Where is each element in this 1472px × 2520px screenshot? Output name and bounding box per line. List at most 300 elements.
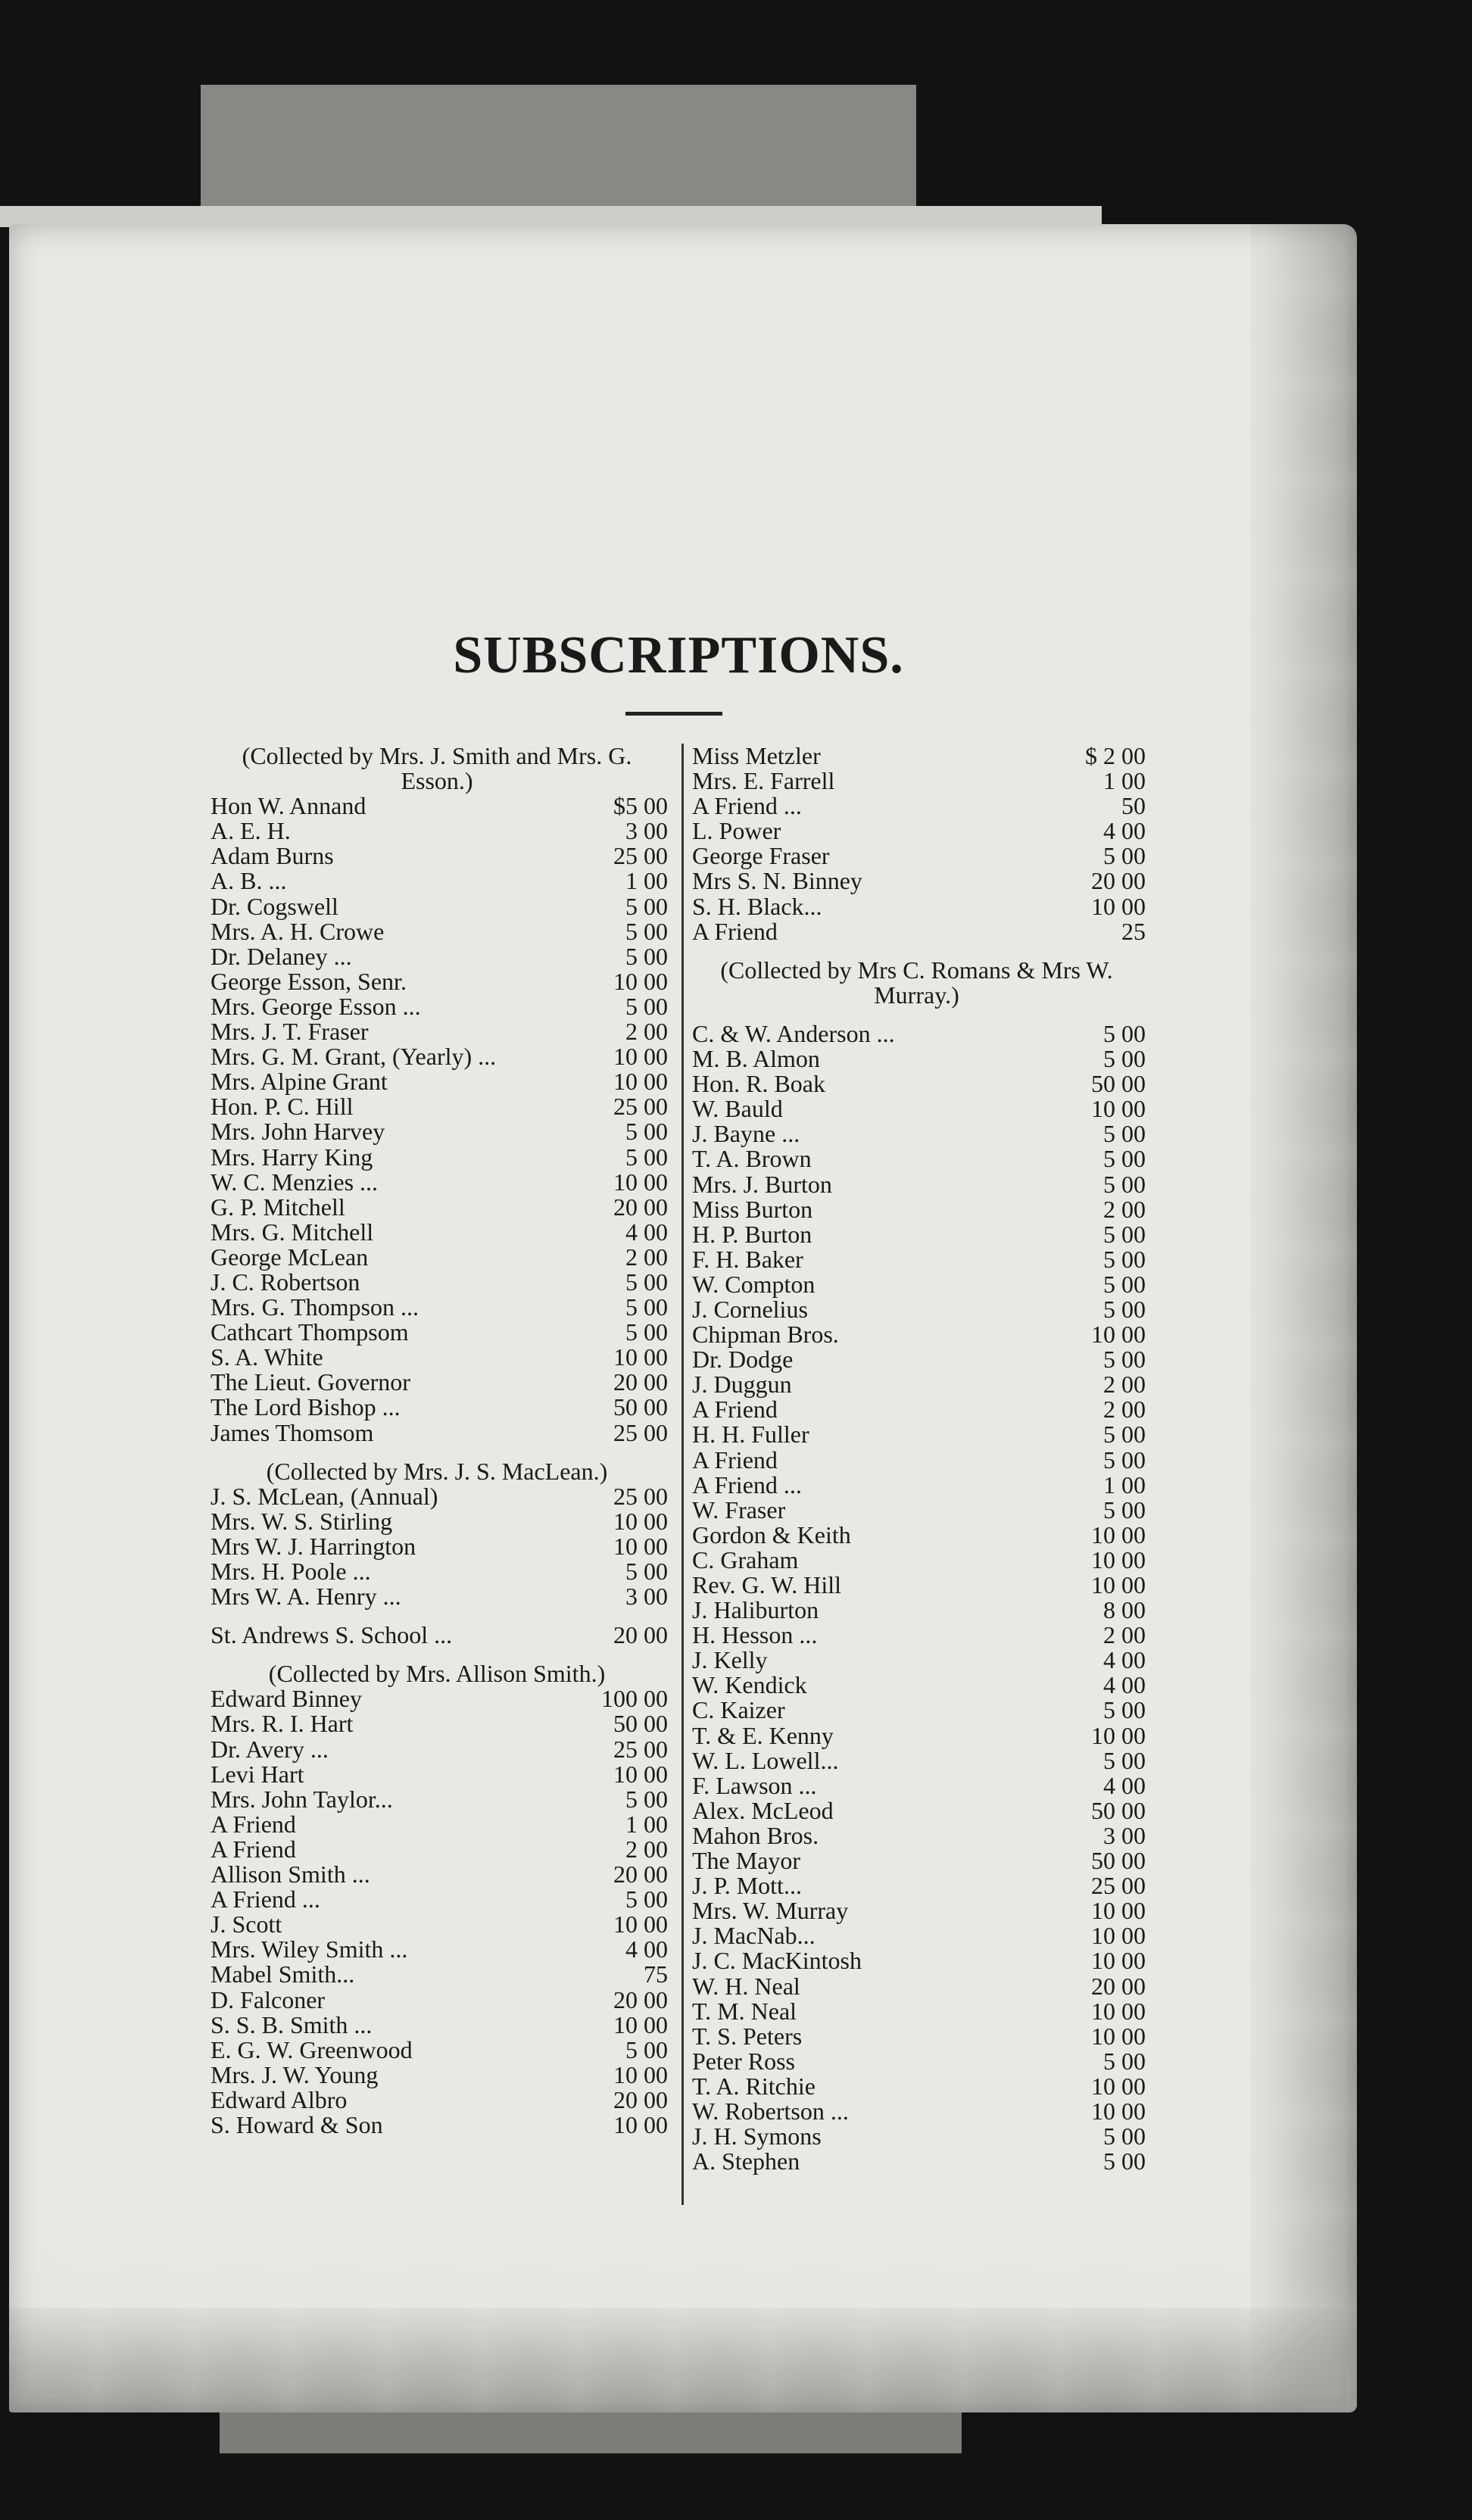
subscription-row <box>688 1999 1146 2024</box>
subscriber-name: Miss Metzler <box>692 742 821 769</box>
subscription-row <box>206 1762 668 1787</box>
subscription-amount: 3 00 <box>625 817 668 845</box>
collector-heading: (Collected by Mrs C. Romans & Mrs W. Murray.) <box>720 956 1113 1009</box>
subscription-row <box>206 1623 668 1648</box>
subscriber-name: Mrs. W. S. Stirling <box>211 1507 393 1535</box>
subscription-row <box>206 1370 668 1395</box>
subscriber-name: W. Bauld <box>692 1095 783 1123</box>
section-gap <box>206 1446 668 1459</box>
subscription-amount: 5 00 <box>1103 1019 1146 1047</box>
subscriber-name: J. Bayne ... <box>692 1120 800 1148</box>
subscription-row <box>688 1422 1146 1447</box>
subscription-amount: 10 00 <box>1091 1922 1146 1950</box>
subscription-amount: 10 00 <box>613 1343 668 1371</box>
subscription-amount: 5 00 <box>625 2035 668 2063</box>
subscription-amount: 10 00 <box>1091 2097 1146 2125</box>
subscription-amount: 20 00 <box>613 1860 668 1888</box>
subscription-amount: 5 00 <box>625 1558 668 1585</box>
subscription-amount: 50 <box>1121 792 1146 820</box>
subscriber-name: A Friend <box>211 1835 296 1863</box>
subscription-row <box>206 1170 668 1195</box>
subscription-amount: 25 00 <box>613 1482 668 1510</box>
subscription-row <box>688 1146 1146 1171</box>
subscriber-name: S. S. B. Smith ... <box>211 2010 373 2038</box>
subscriber-name: T. A. Ritchie <box>692 2072 816 2100</box>
subscription-row <box>688 1172 1146 1197</box>
subscription-row <box>206 1962 668 1987</box>
subscription-row <box>206 1534 668 1559</box>
subscription-amount: 10 00 <box>613 967 668 995</box>
title-underline <box>625 712 722 716</box>
subscription-row <box>688 1297 1146 1322</box>
subscription-row <box>688 1948 1146 1973</box>
subscriber-name: F. H. Baker <box>692 1245 803 1273</box>
subscriber-name: J. Duggun <box>692 1371 792 1399</box>
subscriber-name: J. MacNab... <box>692 1922 816 1950</box>
subscriber-name: Mrs. G. M. Grant, (Yearly) ... <box>211 1043 497 1071</box>
subscriber-name: The Lord Bishop ... <box>211 1393 401 1421</box>
subscription-row <box>206 1195 668 1220</box>
subscription-amount: 25 00 <box>613 842 668 870</box>
subscription-row <box>688 1873 1146 1898</box>
subscriber-name: Mrs. G. Mitchell <box>211 1218 374 1246</box>
subscription-amount: 10 00 <box>1091 1095 1146 1123</box>
subscription-amount: 4 00 <box>1103 1671 1146 1699</box>
subscription-row <box>206 1711 668 1736</box>
subscription-amount: 20 00 <box>1091 867 1146 895</box>
subscriber-name: St. Andrews S. School ... <box>211 1621 453 1649</box>
subscription-amount: 5 00 <box>625 1318 668 1346</box>
subscription-row <box>206 1019 668 1044</box>
subscriber-name: W. C. Menzies ... <box>211 1168 379 1196</box>
subscription-amount: 1 00 <box>625 1810 668 1838</box>
subscriber-name: T. M. Neal <box>692 1997 797 2025</box>
subscription-row <box>206 1509 668 1534</box>
subscription-amount: 50 00 <box>613 1710 668 1738</box>
subscriber-name: J. P. Mott... <box>692 1872 802 1900</box>
subscription-amount: 10 00 <box>613 1910 668 1938</box>
subscription-row <box>206 1812 668 1837</box>
subscriber-name: The Lieut. Governor <box>211 1368 410 1396</box>
subscription-row <box>688 2074 1146 2099</box>
subscription-amount: 25 00 <box>1091 1872 1146 1900</box>
subscriber-name: Mrs. John Harvey <box>211 1118 385 1146</box>
subscription-row <box>206 1245 668 1270</box>
subscriber-name: W. H. Neal <box>692 1972 800 2000</box>
subscription-amount: 8 00 <box>1103 1596 1146 1624</box>
subscription-row <box>206 944 668 969</box>
subscriber-name: Mrs. George Esson ... <box>211 992 421 1020</box>
subscription-row <box>688 1347 1146 1372</box>
subscription-row <box>688 1923 1146 1948</box>
subscription-row <box>688 1272 1146 1297</box>
subscription-row <box>688 894 1146 919</box>
subscription-row <box>688 1698 1146 1723</box>
subscription-amount: 2 00 <box>625 1243 668 1271</box>
subscription-amount: 20 00 <box>613 1368 668 1396</box>
subscriber-name: Gordon & Keith <box>692 1520 851 1548</box>
subscription-amount: 5 00 <box>1103 1746 1146 1774</box>
subscription-amount: 5 00 <box>625 942 668 970</box>
subscription-amount: 4 00 <box>1103 817 1146 845</box>
subscription-row <box>688 1046 1146 1071</box>
subscriber-name: Mrs. G. Thompson ... <box>211 1293 419 1321</box>
subscription-row <box>688 1372 1146 1397</box>
subscriber-name: Mrs. A. H. Crowe <box>211 917 385 945</box>
subscription-row <box>206 1787 668 1812</box>
subscriber-name: J. Haliburton <box>692 1596 819 1624</box>
subscription-row <box>206 2110 668 2138</box>
subscription-amount: 25 00 <box>613 1093 668 1121</box>
subscription-amount: 100 00 <box>601 1685 668 1713</box>
subscriber-name: Mabel Smith... <box>211 1960 355 1988</box>
subscription-amount: $ 2 00 <box>1085 742 1146 769</box>
subscription-amount: 4 00 <box>625 1935 668 1963</box>
collector-heading: (Collected by Mrs. J. Smith and Mrs. G. Esson.) <box>242 742 632 795</box>
subscriber-name: W. L. Lowell... <box>692 1746 839 1774</box>
subscriber-name: C. & W. Anderson ... <box>692 1019 895 1047</box>
subscription-row <box>206 1686 668 1711</box>
subscription-row <box>688 1495 1146 1524</box>
subscriber-name: T. A. Brown <box>692 1145 812 1173</box>
subscriber-name: T. S. Peters <box>692 2022 803 2050</box>
subscription-row <box>206 1145 668 1170</box>
subscription-row <box>206 2060 668 2088</box>
subscription-amount: 5 00 <box>625 992 668 1020</box>
subscription-row <box>688 1748 1146 1773</box>
subscription-amount: 5 00 <box>625 1885 668 1913</box>
subscriber-name: L. Power <box>692 817 781 845</box>
subscription-row <box>688 1798 1146 1823</box>
subscriber-name: Dr. Cogswell <box>211 892 338 920</box>
subscription-row <box>206 1912 668 1937</box>
subscription-row <box>688 1222 1146 1247</box>
subscription-amount: 20 00 <box>613 1621 668 1649</box>
subscription-amount: 5 00 <box>1103 1446 1146 1474</box>
subscription-row <box>206 844 668 869</box>
collector-heading: (Collected by Mrs. J. S. MacLean.) <box>266 1457 608 1485</box>
subscription-amount: 5 00 <box>625 1143 668 1171</box>
subscriber-name: Cathcart Thompsom <box>211 1318 409 1346</box>
subscriber-name: Mrs. J. W. Young <box>211 2060 379 2088</box>
left-column <box>206 744 668 2138</box>
subscription-row <box>688 794 1146 819</box>
subscription-amount: 50 00 <box>1091 1796 1146 1824</box>
subscription-amount: 5 00 <box>1103 1145 1146 1173</box>
subscriber-name: J. C. MacKintosh <box>692 1947 862 1975</box>
subscription-amount: 50 00 <box>1091 1847 1146 1875</box>
subscription-row <box>688 1573 1146 1598</box>
subscription-row <box>206 1862 668 1887</box>
subscription-amount: 75 <box>644 1960 668 1988</box>
subscriber-name: The Mayor <box>692 1847 801 1875</box>
subscription-row <box>206 1270 668 1295</box>
subscriber-name: Chipman Bros. <box>692 1321 839 1349</box>
subscriber-name: Mrs W. A. Henry ... <box>211 1583 401 1611</box>
subscriber-name: Hon. R. Boak <box>692 1070 825 1098</box>
subscriber-name: D. Falconer <box>211 1985 326 2013</box>
subscription-row <box>688 2149 1146 2174</box>
subscriber-name: S. Howard & Son <box>211 2110 383 2138</box>
subscriber-name: Mrs. Alpine Grant <box>211 1068 388 1096</box>
subscription-row <box>688 1322 1146 1347</box>
subscription-row <box>688 1723 1146 1748</box>
subscriber-name: A Friend ... <box>692 792 802 820</box>
subscription-row <box>688 1648 1146 1673</box>
subscription-row <box>688 1197 1146 1222</box>
subscription-row <box>206 1737 668 1762</box>
subscription-row <box>688 1623 1146 1648</box>
subscription-amount: 10 00 <box>613 1532 668 1560</box>
subscriber-name: A. B. ... <box>211 867 287 895</box>
subscription-row <box>688 769 1146 794</box>
subscriber-name: J. Kelly <box>692 1646 768 1674</box>
subscriber-name: W. Compton <box>692 1270 816 1298</box>
subscriber-name: Mrs S. N. Binney <box>692 867 862 895</box>
subscription-amount: 5 00 <box>1103 1220 1146 1248</box>
subscriber-name: G. P. Mitchell <box>211 1193 345 1221</box>
subscription-row <box>206 1320 668 1345</box>
subscriber-name: Hon W. Annand <box>211 792 366 820</box>
subscriber-name: Peter Ross <box>692 2047 795 2075</box>
subscriber-name: W. Fraser <box>692 1495 786 1524</box>
subscriber-name: Rev. G. W. Hill <box>692 1571 842 1598</box>
subscription-row <box>206 794 668 819</box>
subscriber-name: Mrs. J. Burton <box>692 1170 832 1198</box>
subscription-row <box>206 1985 668 2013</box>
subscription-amount: 10 00 <box>1091 1545 1146 1573</box>
subscription-row <box>688 1121 1146 1146</box>
subscriber-name: Mrs. H. Poole ... <box>211 1558 371 1585</box>
subscription-row <box>206 1584 668 1609</box>
subscription-row <box>206 1484 668 1509</box>
subscription-amount: 5 00 <box>1103 2122 1146 2150</box>
subscription-amount: 50 00 <box>1091 1070 1146 1098</box>
subscription-amount: 2 00 <box>625 1018 668 1046</box>
subscription-amount: 5 00 <box>1103 1170 1146 1198</box>
subscriber-name: W. Kendick <box>692 1671 807 1699</box>
subscription-row <box>206 1887 668 1912</box>
subscription-row <box>206 2085 668 2113</box>
subscriber-name: T. & E. Kenny <box>692 1721 834 1749</box>
subscriber-name: S. A. White <box>211 1343 323 1371</box>
subscription-row <box>206 819 668 844</box>
subscription-amount: 10 00 <box>613 1068 668 1096</box>
subscriber-name: A Friend ... <box>692 1471 802 1499</box>
subscription-row <box>688 744 1146 769</box>
subscription-row <box>688 2124 1146 2149</box>
subscription-row <box>206 1418 668 1446</box>
subscriber-name: J. H. Symons <box>692 2122 822 2150</box>
subscription-row <box>206 1295 668 1320</box>
subscription-amount: 10 00 <box>613 1760 668 1788</box>
subscription-amount: 2 00 <box>625 1835 668 1863</box>
subscriber-name: J. C. Robertson <box>211 1268 360 1296</box>
subscriber-name: James Thomsom <box>211 1418 374 1446</box>
subscription-row <box>688 1448 1146 1473</box>
subscription-amount: 10 00 <box>1091 1947 1146 1975</box>
subscription-row <box>688 2099 1146 2124</box>
subscription-amount: 10 00 <box>613 2060 668 2088</box>
subscription-amount: 5 00 <box>1103 1346 1146 1374</box>
subscription-amount: $5 00 <box>613 792 668 820</box>
subscription-row <box>206 969 668 994</box>
subscription-amount: 5 00 <box>1103 1120 1146 1148</box>
subscriber-name: Mrs. Harry King <box>211 1143 373 1171</box>
subscription-amount: 10 00 <box>1091 1897 1146 1925</box>
subscription-row <box>688 1247 1146 1272</box>
subscription-row <box>688 1974 1146 1999</box>
subscriber-name: George McLean <box>211 1243 369 1271</box>
subscription-amount: 5 00 <box>1103 1495 1146 1524</box>
subscription-amount: 4 00 <box>625 1218 668 1246</box>
subscription-amount: 4 00 <box>1103 1646 1146 1674</box>
subscription-row <box>206 894 668 919</box>
subscriber-name: F. Lawson ... <box>692 1771 817 1799</box>
subscription-amount: 3 00 <box>625 1583 668 1611</box>
subscription-amount: 1 00 <box>1103 1471 1146 1499</box>
subscription-amount: 5 00 <box>1103 2047 1146 2075</box>
subscriber-name: Edward Binney <box>211 1685 362 1713</box>
subscription-row <box>688 919 1146 944</box>
subscriber-name: Dr. Dodge <box>692 1346 794 1374</box>
subscription-row <box>206 1069 668 1094</box>
subscription-amount: 10 00 <box>1091 1571 1146 1598</box>
right-column <box>688 744 1146 2174</box>
subscription-row <box>688 1673 1146 1698</box>
subscription-row <box>206 919 668 944</box>
subscriber-name: E. G. W. Greenwood <box>211 2035 413 2063</box>
subscriber-name: Alex. McLeod <box>692 1796 834 1824</box>
subscription-amount: 1 00 <box>625 867 668 895</box>
subscription-row <box>688 1848 1146 1873</box>
subscriber-name: Mrs. R. I. Hart <box>211 1710 354 1738</box>
subscription-row <box>688 1021 1146 1046</box>
subscription-amount: 3 00 <box>1103 1821 1146 1849</box>
subscription-row <box>206 1395 668 1420</box>
subscriber-name: Hon. P. C. Hill <box>211 1093 354 1121</box>
subscription-amount: 10 00 <box>1091 2072 1146 2100</box>
subscriber-name: Mrs. John Taylor... <box>211 1785 393 1813</box>
subscriber-name: A. Stephen <box>692 2147 800 2175</box>
subscription-amount: 20 00 <box>613 2085 668 2113</box>
subscription-amount: 10 00 <box>613 2110 668 2138</box>
subscriber-name: H. P. Burton <box>692 1220 812 1248</box>
subscription-amount: 2 00 <box>1103 1396 1146 1424</box>
subscriber-name: Mrs W. J. Harrington <box>211 1532 416 1560</box>
subscription-row <box>688 844 1146 869</box>
subscriber-name: A Friend <box>692 1446 778 1474</box>
subscription-amount: 10 00 <box>1091 892 1146 920</box>
collector-heading: (Collected by Mrs. Allison Smith.) <box>268 1660 606 1688</box>
subscriber-name: A Friend ... <box>211 1885 320 1913</box>
subscriber-name: George Esson, Senr. <box>211 967 407 995</box>
subscription-amount: 10 00 <box>1091 2022 1146 2050</box>
subscriber-name: C. Graham <box>692 1545 799 1573</box>
subscription-amount: 4 00 <box>1103 1771 1146 1799</box>
subscription-row <box>688 1520 1146 1548</box>
subscriber-name: Levi Hart <box>211 1760 304 1788</box>
subscriber-name: Mrs. E. Farrell <box>692 767 835 795</box>
subscription-amount: 5 00 <box>1103 1045 1146 1073</box>
subscription-row <box>688 869 1146 894</box>
subscriber-name: Allison Smith ... <box>211 1860 370 1888</box>
subscription-row <box>206 869 668 894</box>
subscriber-name: C. Kaizer <box>692 1696 785 1724</box>
subscriber-name: W. Robertson ... <box>692 2097 849 2125</box>
subscription-amount: 10 00 <box>1091 1721 1146 1749</box>
subscription-amount: 10 00 <box>613 1043 668 1071</box>
subscription-row <box>688 1773 1146 1798</box>
subscription-amount: 2 00 <box>1103 1621 1146 1649</box>
subscription-row <box>206 2010 668 2038</box>
subscription-row <box>206 1220 668 1245</box>
subscription-amount: 20 00 <box>613 1985 668 2013</box>
subscription-amount: 10 00 <box>613 1507 668 1535</box>
subscription-amount: 2 00 <box>1103 1195 1146 1223</box>
subscriber-name: Dr. Avery ... <box>211 1735 329 1763</box>
subscription-amount: 25 00 <box>613 1418 668 1446</box>
subscription-row <box>206 1044 668 1069</box>
subscriber-name: Mahon Bros. <box>692 1821 819 1849</box>
subscription-amount: 5 00 <box>1103 2147 1146 2175</box>
subscription-amount: 10 00 <box>1091 1997 1146 2025</box>
subscription-amount: 5 00 <box>625 1785 668 1813</box>
subscriber-name: Mrs. Wiley Smith ... <box>211 1935 408 1963</box>
subscriber-name: A. E. H. <box>211 817 291 845</box>
subscription-amount: 10 00 <box>613 2010 668 2038</box>
subscription-amount: 10 00 <box>1091 1321 1146 1349</box>
subscription-amount: 10 00 <box>613 1168 668 1196</box>
subscription-row <box>206 1937 668 1962</box>
subscription-row <box>206 1559 668 1584</box>
subscription-amount: 5 00 <box>1103 842 1146 870</box>
subscription-amount: 5 00 <box>1103 1245 1146 1273</box>
subscription-row <box>688 1071 1146 1096</box>
subscription-amount: 20 00 <box>1091 1972 1146 2000</box>
subscriber-name: A Friend <box>211 1810 296 1838</box>
subscriber-name: Mrs. W. Murray <box>692 1897 849 1925</box>
subscriber-name: H. Hesson ... <box>692 1621 818 1649</box>
subscription-amount: 5 00 <box>1103 1696 1146 1724</box>
subscription-amount: 25 00 <box>613 1735 668 1763</box>
subscription-amount: 10 00 <box>1091 1520 1146 1548</box>
subscription-amount: 5 00 <box>625 917 668 945</box>
subscription-row <box>206 994 668 1019</box>
subscriber-name: Adam Burns <box>211 842 334 870</box>
subscriber-name: A Friend <box>692 1396 778 1424</box>
subscription-row <box>688 1598 1146 1623</box>
subscriber-name: H. H. Fuller <box>692 1421 809 1449</box>
subscription-row <box>688 1096 1146 1121</box>
subscriber-name: M. B. Almon <box>692 1045 820 1073</box>
subscriber-name: J. S. McLean, (Annual) <box>211 1482 438 1510</box>
subscription-row <box>688 819 1146 844</box>
subscription-row <box>688 1898 1146 1923</box>
subscriber-name: J. Cornelius <box>692 1295 808 1323</box>
subscription-row <box>206 1094 668 1119</box>
subscription-amount: 5 00 <box>625 1118 668 1146</box>
subscription-amount: 5 00 <box>625 892 668 920</box>
subscriber-name: J. Scott <box>211 1910 282 1938</box>
subscription-row <box>688 1473 1146 1498</box>
subscription-amount: 5 00 <box>1103 1295 1146 1323</box>
subscription-row <box>206 1345 668 1370</box>
subscription-row <box>688 2024 1146 2049</box>
subscription-amount: 25 <box>1121 917 1146 945</box>
subscription-amount: 2 00 <box>1103 1371 1146 1399</box>
subscription-amount: 20 00 <box>613 1193 668 1221</box>
